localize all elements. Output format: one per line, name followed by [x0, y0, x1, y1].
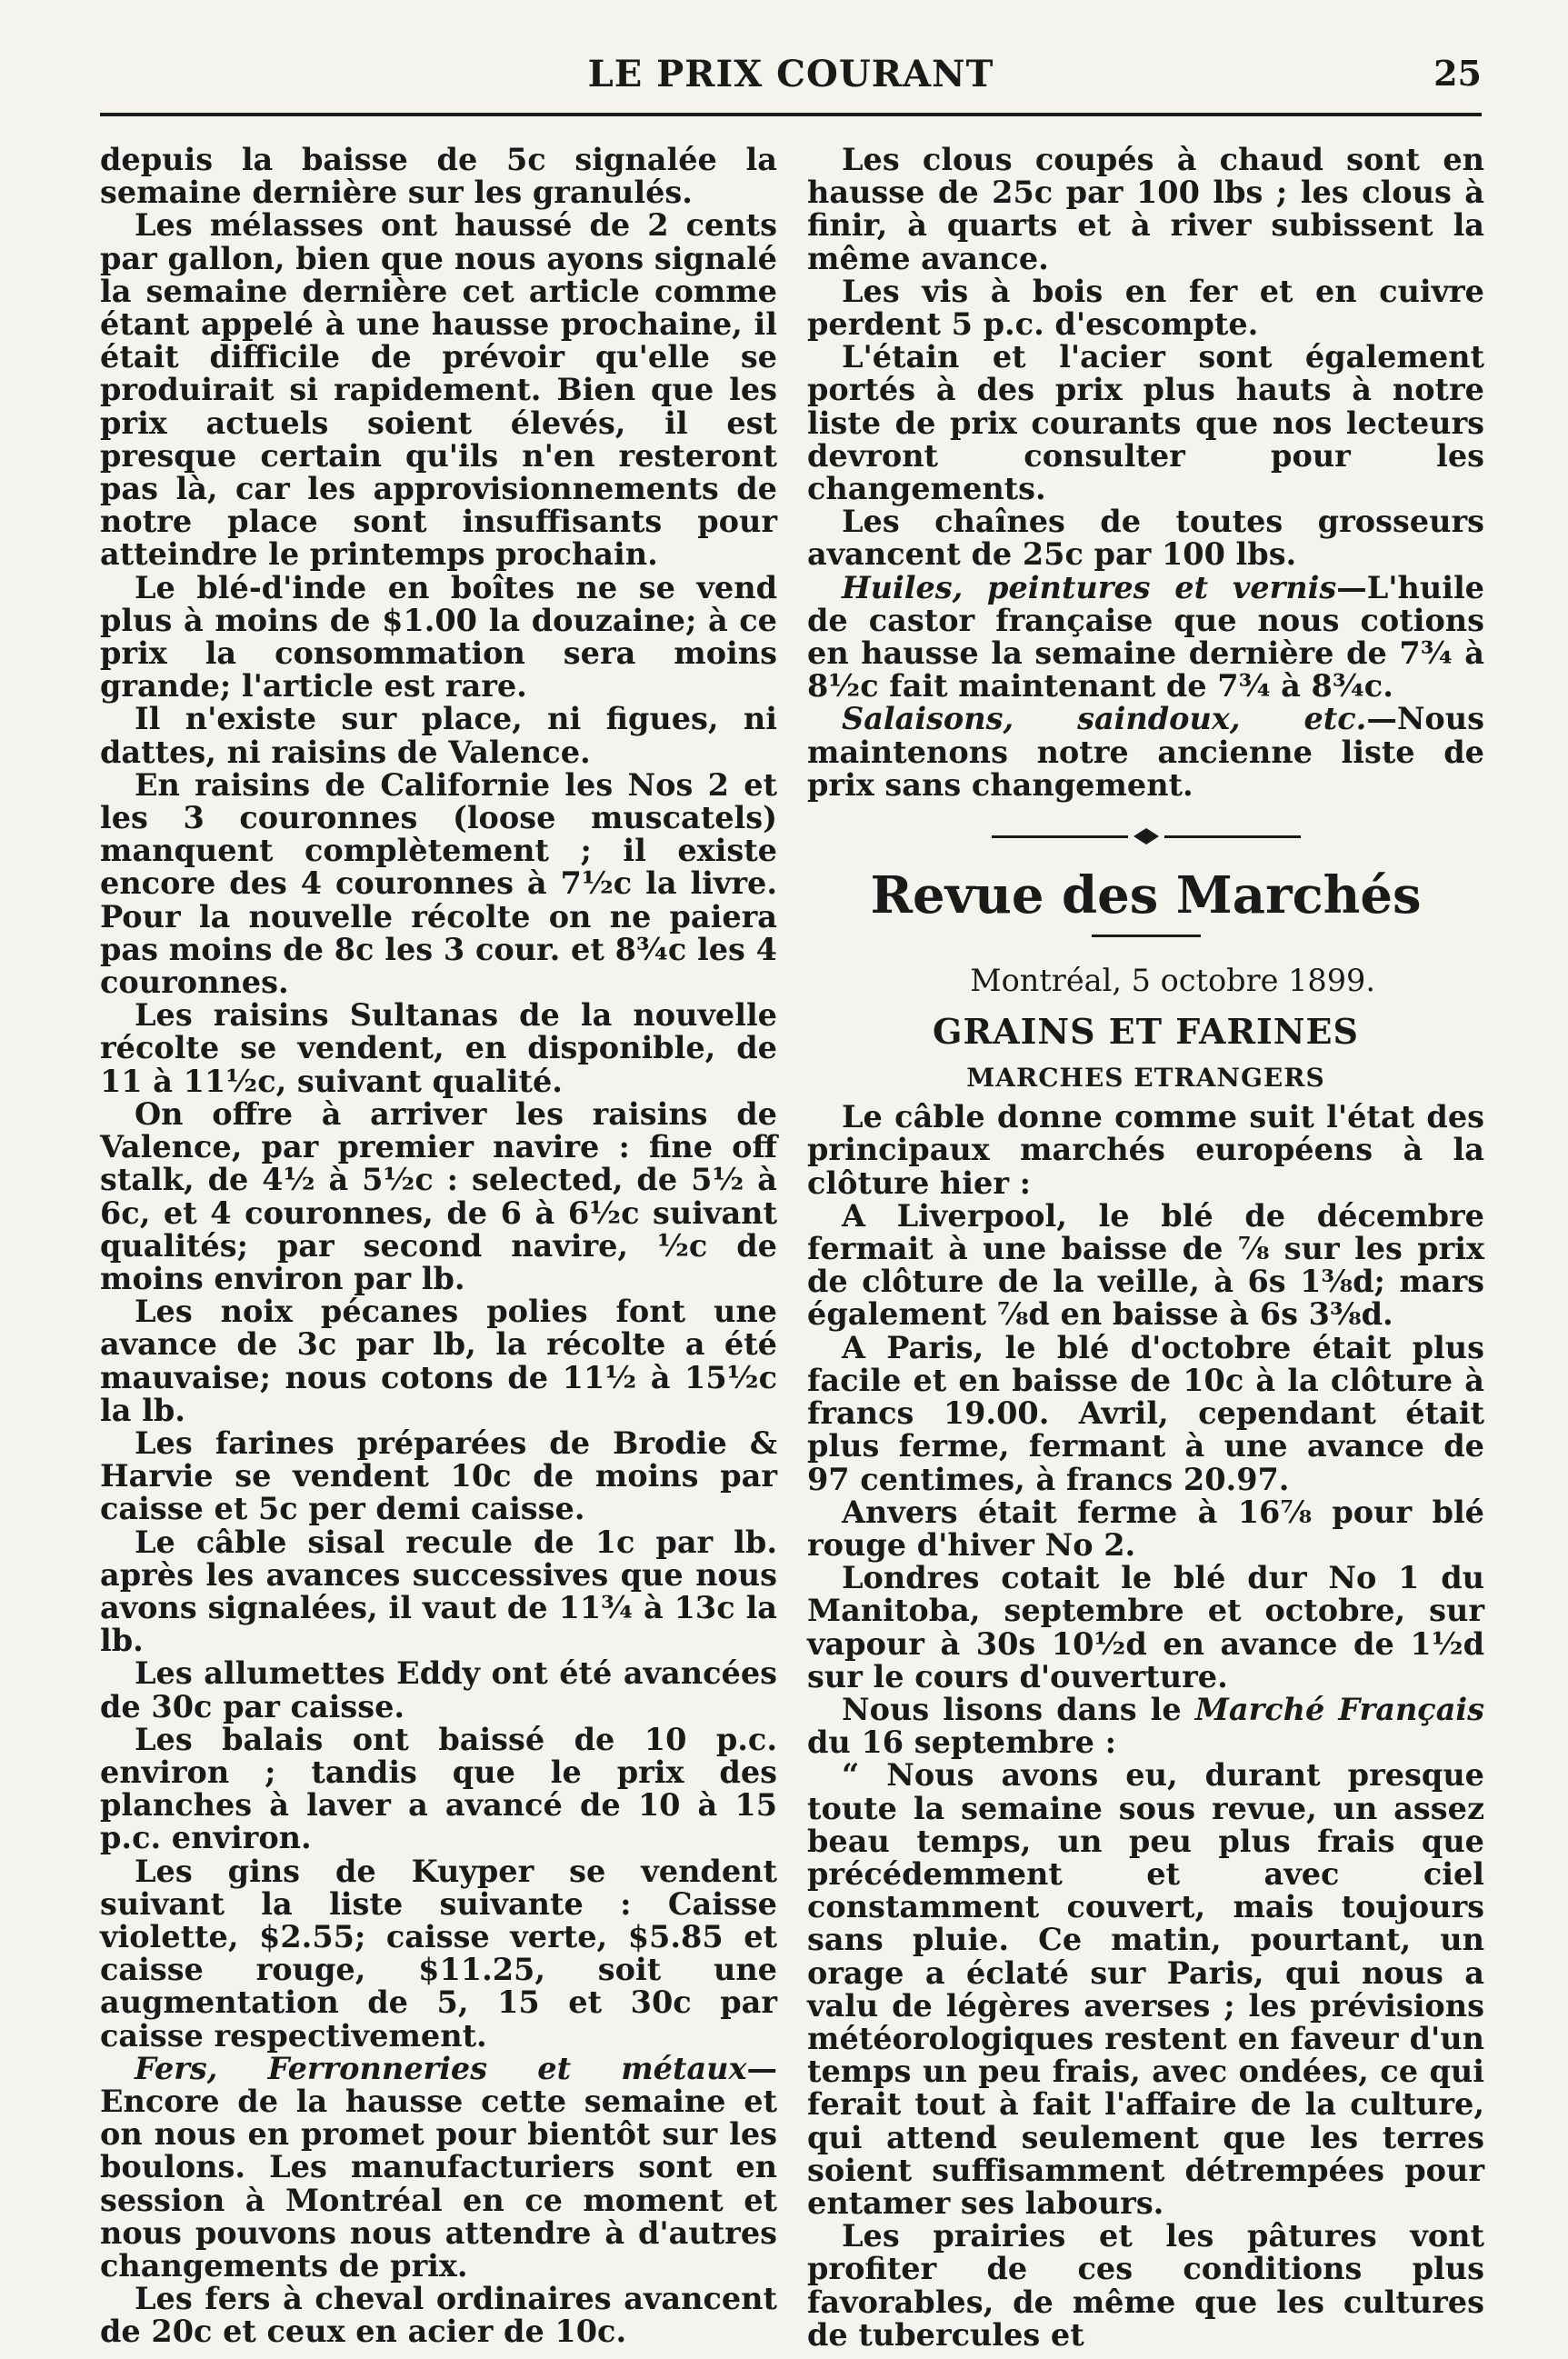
huiles-text: —L'huile de castor française que nous cotions en hausse la semaine dernière de 7¾ à 8½c fait maintenant de 7¾ à 8¾c.	[807, 569, 1484, 705]
marche-name: Marché Français	[1194, 1691, 1484, 1727]
paragraph: Les allumettes Eddy ont été avancées de 30c par caisse.	[100, 1655, 777, 1724]
divider-line	[1164, 835, 1301, 838]
right-column	[807, 144, 1484, 2352]
paragraph: Les noix pécanes polies font une avance de 3c par lb, la récolte a été mauvaise; nous cotons de 11½ à 15½c la lb.	[100, 1294, 777, 1428]
page-number: 25	[1433, 53, 1482, 94]
paragraph: Les fers à cheval ordinaires avancent de 20c et ceux en acier de 10c.	[100, 2281, 777, 2350]
huiles-heading: Huiles, peintures et vernis	[842, 569, 1337, 605]
paragraph: Anvers était ferme à 16⅞ pour blé rouge d'hiver No 2.	[807, 1494, 1484, 1563]
paragraph: L'étain et l'acier sont également portés à des prix plus hauts à notre liste de prix courants que nos lecteurs devront consulter pour les changements.	[807, 339, 1484, 507]
paragraph: On offre à arriver les raisins de Valence, par premier navire : fine off stalk, de 4½ à 5½c : selected, de 5½ à 6c, et 4 couronnes, de 6 à 6½c suivant qualités; par second navire, ½c de moins environ par lb.	[100, 1095, 777, 1296]
diamond-ornament-icon	[1133, 827, 1160, 845]
paragraph: Le câble donne comme suit l'état des principaux marchés européens à la clôture hier :	[807, 1099, 1484, 1201]
paragraph: Les gins de Kuyper se vendent suivant la liste suivante : Caisse violette, $2.55; caisse verte, $5.85 et caisse rouge, $11.25, soit une augmentation de 5, 15 et 30c par caisse respectivement.	[100, 1853, 777, 2054]
title-rule	[1092, 935, 1201, 937]
divider-line	[992, 835, 1128, 838]
subhead: GRAINS ET FARINES	[933, 1011, 1359, 1053]
quote-paragraph: Les prairies et les pâtures vont profiter de ces conditions plus favorables, de même que les cultures de tubercules et	[807, 2218, 1484, 2353]
paragraph: Les clous coupés à chaud sont en hausse de 25c par 100 lbs ; les clous à finir, à quarts et à river subissent la même avance.	[807, 142, 1484, 276]
salaisons-paragraph	[807, 703, 1484, 802]
paragraph: A Paris, le blé d'octobre était plus facile et en baisse de 10c à la clôture à francs 19.00. Avril, cependant était plus ferme, fermant à une avance de 97 centimes, à francs 20.97.	[807, 1329, 1484, 1497]
paragraph: Les mélasses ont haussé de 2 cents par gallon, bien que nous ayons signalé la semaine dernière cet article comme étant appelé à une hausse prochaine, il était difficile de prévoir qu'elle se produirait si rapidement. Bien que les prix actuels soient élevés, il est presque certain qu'ils n'en resteront pas là, car les approvisionnements de notre place sont insuffisants pour atteindre le printemps prochain.	[100, 207, 777, 573]
quote-paragraph: “ Nous avons eu, durant presque toute la semaine sous revue, un assez beau temps, un peu plus frais que précédemment et avec ciel constamment couvert, mais toujours sans pluie. Ce matin, pourtant, un orage a éclaté sur Paris, qui nous a valu de légères averses ; les prévisions météorologiques restent en faveur d'un temps un peu frais, avec ondées, ce qui ferait tout à fait l'affaire de la culture, qui attend seulement que les terres soient suffisamment détrempées pour entamer ses labours.	[807, 1757, 1484, 2221]
salaisons-text: —Nous maintenons notre ancienne liste de prix sans changement.	[807, 701, 1484, 803]
marche-date: du 16 septembre :	[807, 1724, 1116, 1761]
paragraph: Le blé-d'inde en boîtes ne se vend plus à moins de $1.00 la douzaine; à ce prix la consommation sera moins grande; l'article est rare.	[100, 569, 777, 705]
marche-intro: Nous lisons dans le	[842, 1691, 1195, 1727]
paragraph: En raisins de Californie les Nos 2 et les 3 couronnes (loose muscatels) manquent complètement ; il existe encore des 4 couronnes à 7½c la livre. Pour la nouvelle récolte on ne paiera pas moins de 8c les 3 cour. et 8¾c les 4 couronnes.	[100, 766, 777, 1001]
paragraph: Les raisins Sultanas de la nouvelle récolte se vendent, en disponible, de 11 à 11½c, suivant qualité.	[100, 997, 777, 1099]
dateline: Montréal, 5 octobre 1899.	[970, 963, 1375, 999]
fers-heading: Fers, Ferronneries et métaux	[135, 2050, 747, 2086]
left-column	[100, 144, 777, 2349]
salaisons-heading: Salaisons, saindoux, etc.	[842, 701, 1367, 737]
paragraph: Les chaînes de toutes grosseurs avancent de 25c par 100 lbs.	[807, 504, 1484, 573]
paragraph: Les vis à bois en fer et en cuivre perdent 5 p.c. d'escompte.	[807, 273, 1484, 343]
section-title: Revue des Marchés	[870, 865, 1422, 926]
paragraph: Il n'existe sur place, ni figues, ni dattes, ni raisins de Valence.	[100, 701, 777, 770]
fers-text: —Encore de la hausse cette semaine et on nous en promet pour bientôt sur les boulons. Les manufacturiers sont en session à Montréal en ce moment et nous pouvons nous attendre à d'autres changements de prix.	[100, 2050, 777, 2284]
marche-paragraph	[807, 1691, 1484, 1761]
paragraph: A Liverpool, le blé de décembre fermait à une baisse de ⅞ sur les prix de clôture de la veille, à 6s 1⅜d; mars également ⅞d en baisse à 6s 3⅜d.	[807, 1197, 1484, 1333]
ornamental-divider	[992, 827, 1301, 845]
paragraph: depuis la baisse de 5c signalée la semaine dernière sur les granulés.	[100, 142, 777, 211]
running-head	[100, 53, 1482, 107]
paragraph: Les balais ont baissé de 10 p.c. environ ; tandis que le prix des planches à laver a avancé de 10 à 15 p.c. environ.	[100, 1721, 777, 1856]
fers-paragraph	[100, 2050, 777, 2284]
paragraph: Le câble sisal recule de 1c par lb. après les avances successives que nous avons signalées, il vaut de 11¾ à 13c la lb.	[100, 1524, 777, 1659]
subsubhead: MARCHES ETRANGERS	[966, 1063, 1325, 1094]
publication-title: LE PRIX COURANT	[587, 53, 994, 95]
paragraph: Les farines préparées de Brodie & Harvie se vendent 10c de moins par caisse et 5c per demi caisse.	[100, 1424, 777, 1527]
huiles-paragraph	[807, 569, 1484, 705]
header-rule	[100, 113, 1482, 116]
paragraph: Londres cotait le blé dur No 1 du Manitoba, septembre et octobre, sur vapour à 30s 10½d en avance de 1½d sur le cours d'ouverture.	[807, 1560, 1484, 1694]
